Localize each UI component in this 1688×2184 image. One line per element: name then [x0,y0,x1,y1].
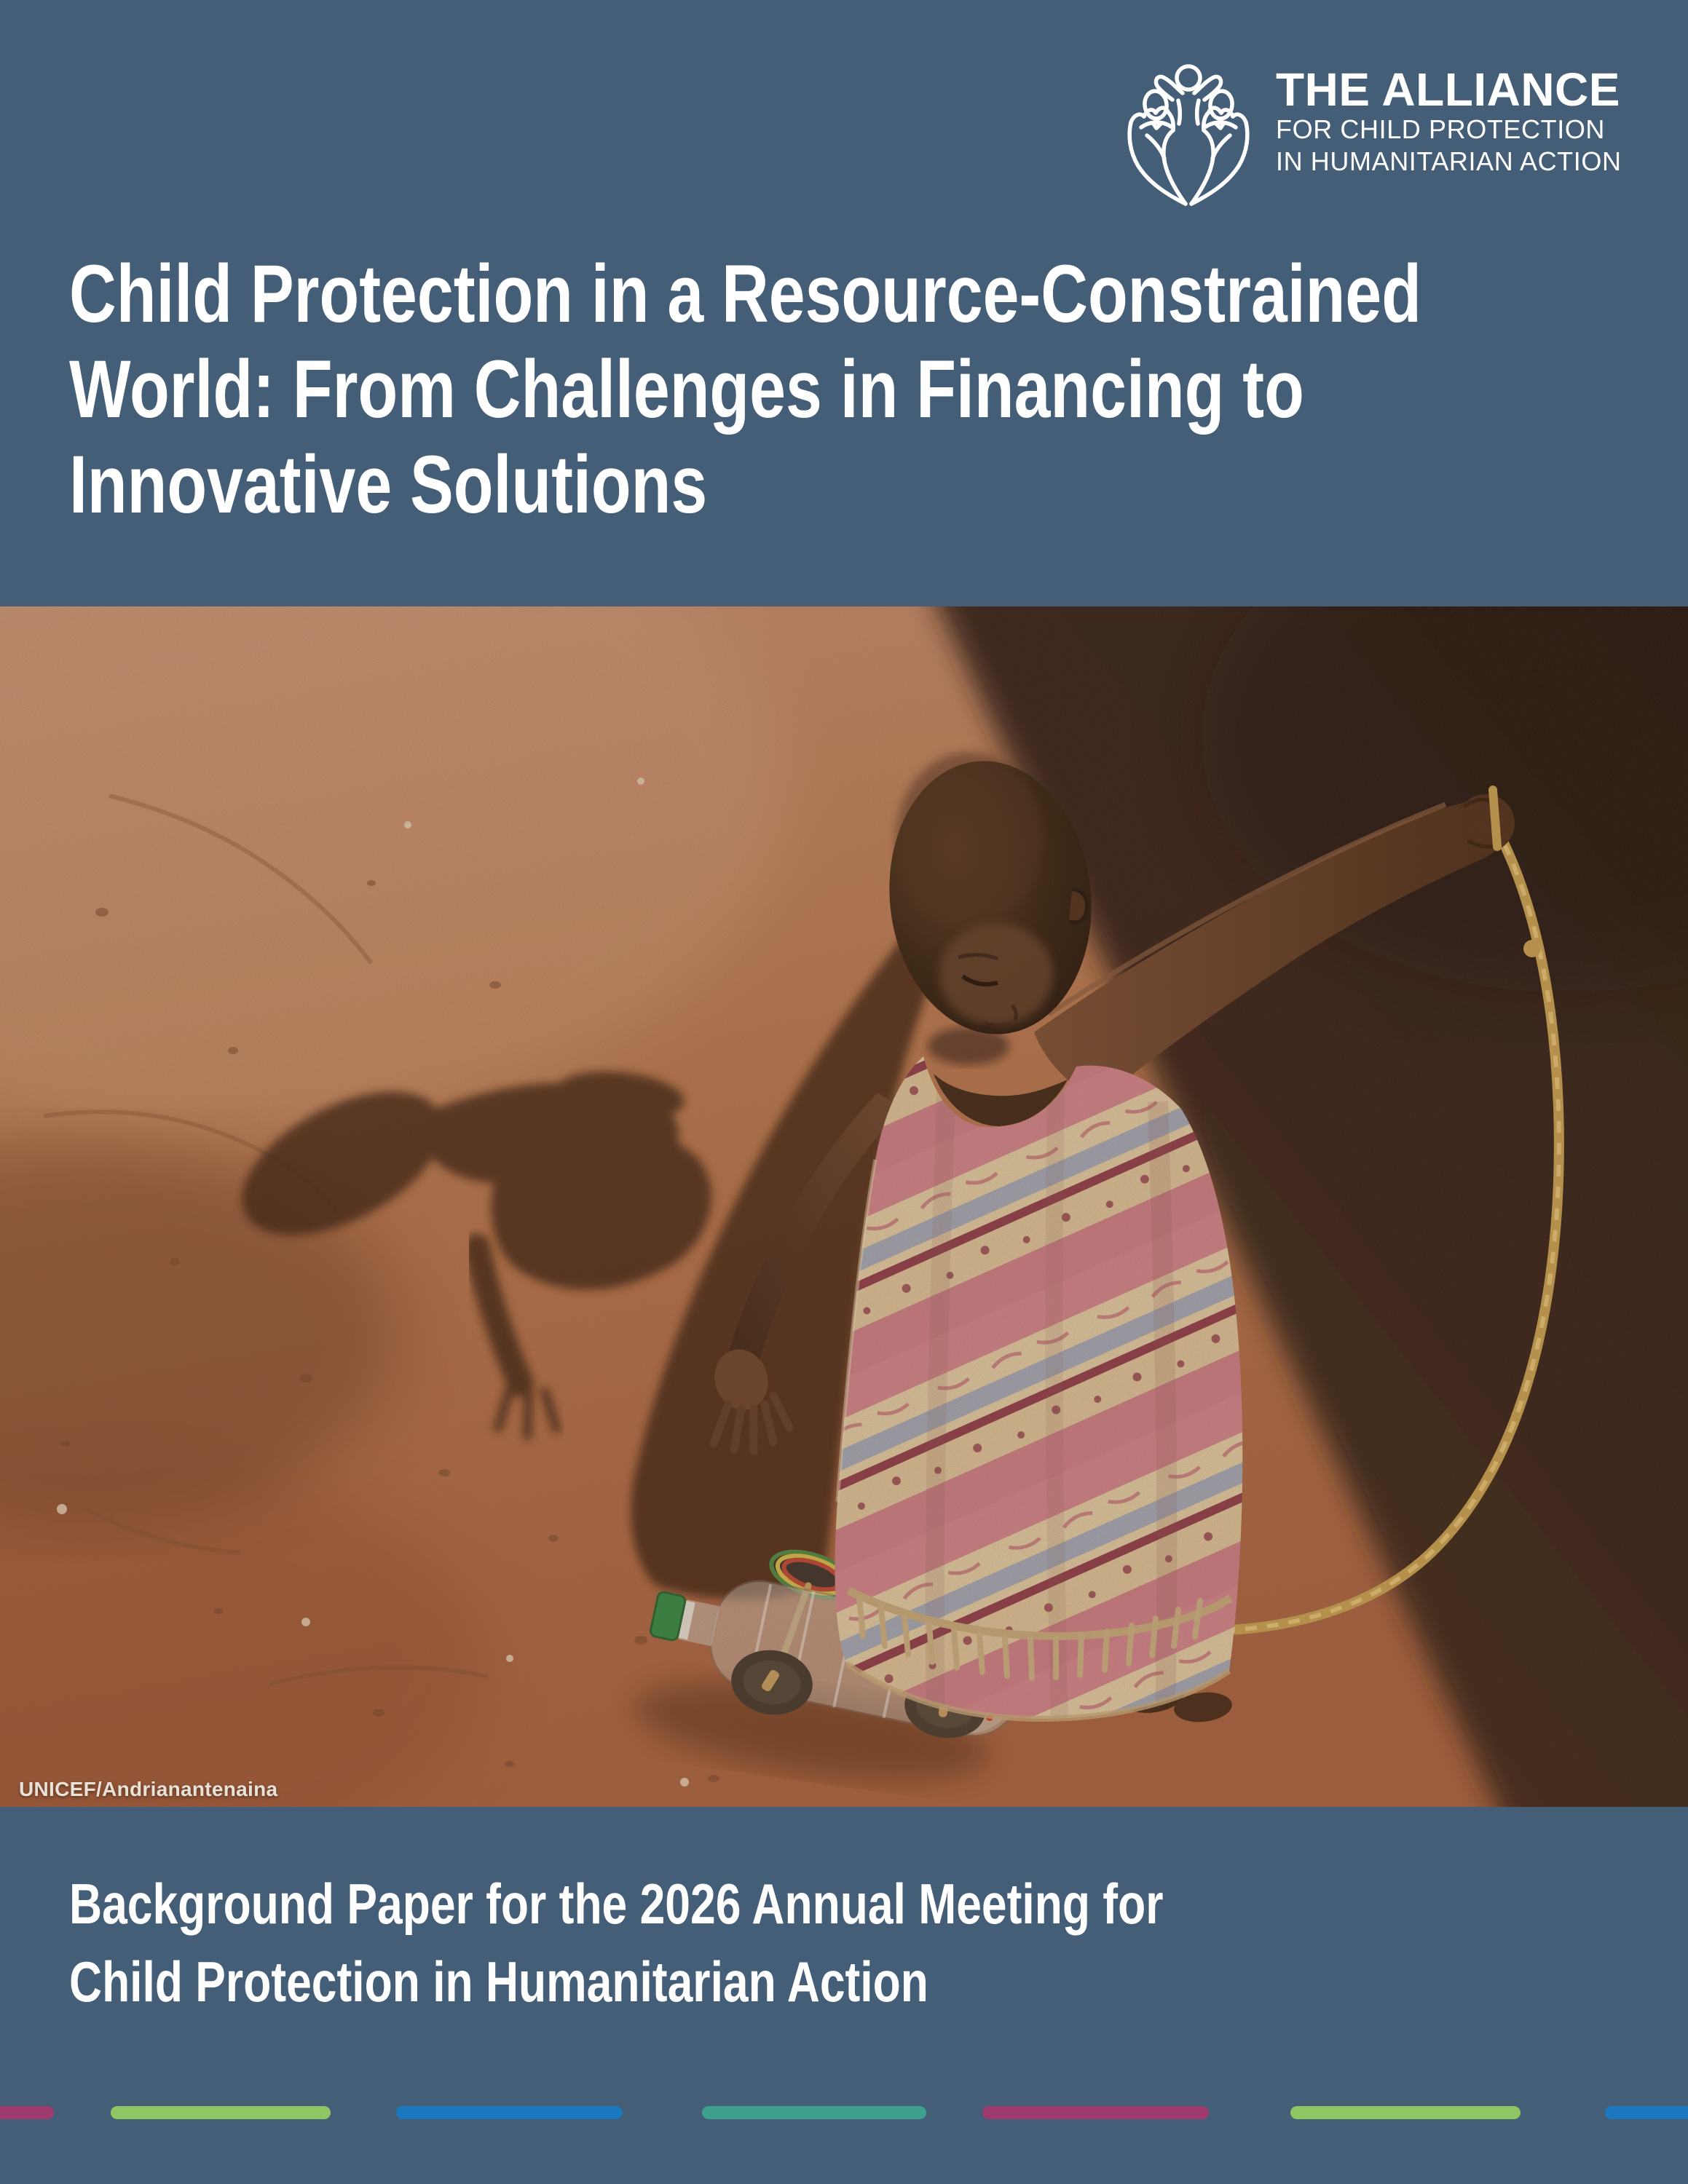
logo-subtitle-2: IN HUMANITARIAN ACTION [1276,146,1622,176]
footer-dash-stripe [0,2106,1688,2119]
alliance-logo-text [1276,63,1622,178]
cover-title [69,246,1421,532]
dash-green [111,2106,331,2119]
dash-teal [702,2106,926,2119]
photo-credit: UNICEF/Andrianantenaina [19,1778,278,1800]
dash-magenta [0,2106,54,2119]
dash-green [1290,2106,1521,2119]
title-line-1: Child Protection in a Resource-Constrained [69,248,1421,339]
dash-blue [396,2106,623,2119]
title-line-2: World: From Challenges in Financing to [69,344,1304,435]
title-line-3: Innovative Solutions [69,439,708,530]
subtitle-line-1: Background Paper for the 2026 Annual Meeting for [69,1872,1164,1936]
logo-title: THE ALLIANCE [1276,63,1620,116]
photo-grain [0,606,1688,1807]
subtitle-line-2: Child Protection in Humanitarian Action [69,1950,928,2014]
dash-magenta [982,2106,1209,2119]
logo-subtitle-1: FOR CHILD PROTECTION [1276,114,1606,144]
alliance-hands-family-icon [1121,58,1255,208]
cover-subtitle [69,1865,1163,2021]
dash-blue [1605,2106,1688,2119]
cover-photo-child-with-bottle-toy [0,606,1688,1807]
